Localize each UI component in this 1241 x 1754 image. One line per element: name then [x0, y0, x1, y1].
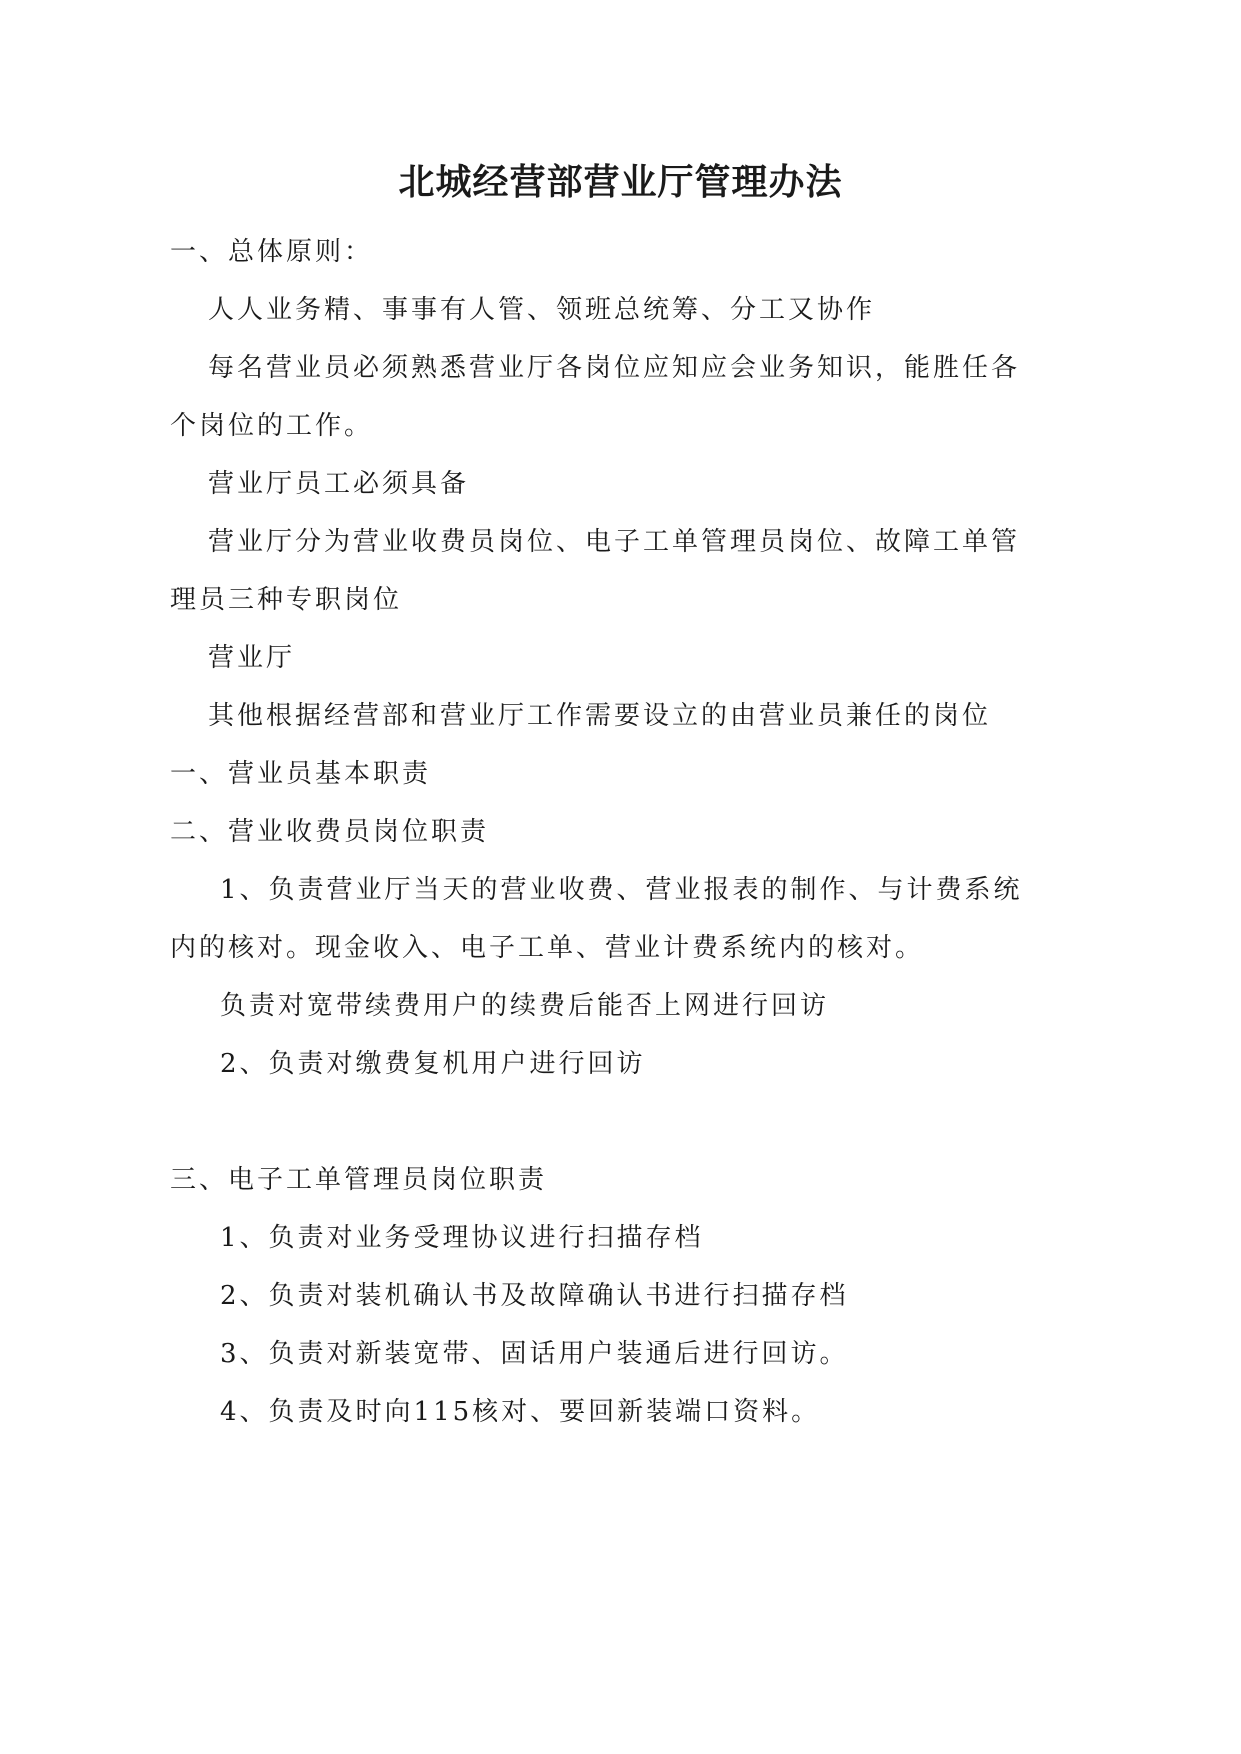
paragraph-requirement-line1: 每名营业员必须熟悉营业厅各岗位应知应会业务知识，能胜任各	[208, 353, 1021, 383]
paragraph-hall: 营业厅	[208, 643, 296, 673]
list-item-e-ticket-1: 1、负责对业务受理协议进行扫描存档	[220, 1223, 704, 1253]
list-item-cashier-broadband-followup: 负责对宽带续费用户的续费后能否上网进行回访	[220, 991, 830, 1021]
list-item-e-ticket-3: 3、负责对新装宽带、固话用户装通后进行回访。	[220, 1339, 849, 1369]
paragraph-motto: 人人业务精、事事有人管、领班总统筹、分工又协作	[208, 295, 876, 325]
paragraph-staff-must-have: 营业厅员工必须具备	[208, 469, 470, 499]
paragraph-other-positions: 其他根据经营部和营业厅工作需要设立的由营业员兼任的岗位	[208, 701, 992, 731]
paragraph-requirement-line2: 个岗位的工作。	[170, 411, 374, 441]
document-title: 北城经营部营业厅管理办法	[398, 161, 843, 203]
list-item-e-ticket-2: 2、负责对装机确认书及故障确认书进行扫描存档	[220, 1281, 849, 1311]
paragraph-positions-line1: 营业厅分为营业收费员岗位、电子工单管理员岗位、故障工单管	[208, 527, 1021, 557]
list-item-cashier-2: 2、负责对缴费复机用户进行回访	[220, 1049, 646, 1079]
section-heading-e-ticket-duties: 三、电子工单管理员岗位职责	[170, 1165, 548, 1195]
paragraph-positions-line2: 理员三种专职岗位	[170, 585, 403, 615]
section-heading-cashier-duties: 二、营业收费员岗位职责	[170, 817, 490, 847]
section-heading-general-principles: 一、总体原则：	[170, 237, 374, 267]
list-item-cashier-1-line1: 1、负责营业厅当天的营业收费、营业报表的制作、与计费系统	[220, 875, 1023, 905]
section-heading-basic-duties: 一、营业员基本职责	[170, 759, 432, 789]
list-item-e-ticket-4: 4、负责及时向115核对、要回新装端口资料。	[220, 1397, 821, 1427]
list-item-cashier-1-line2: 内的核对。现金收入、电子工单、营业计费系统内的核对。	[170, 933, 925, 963]
